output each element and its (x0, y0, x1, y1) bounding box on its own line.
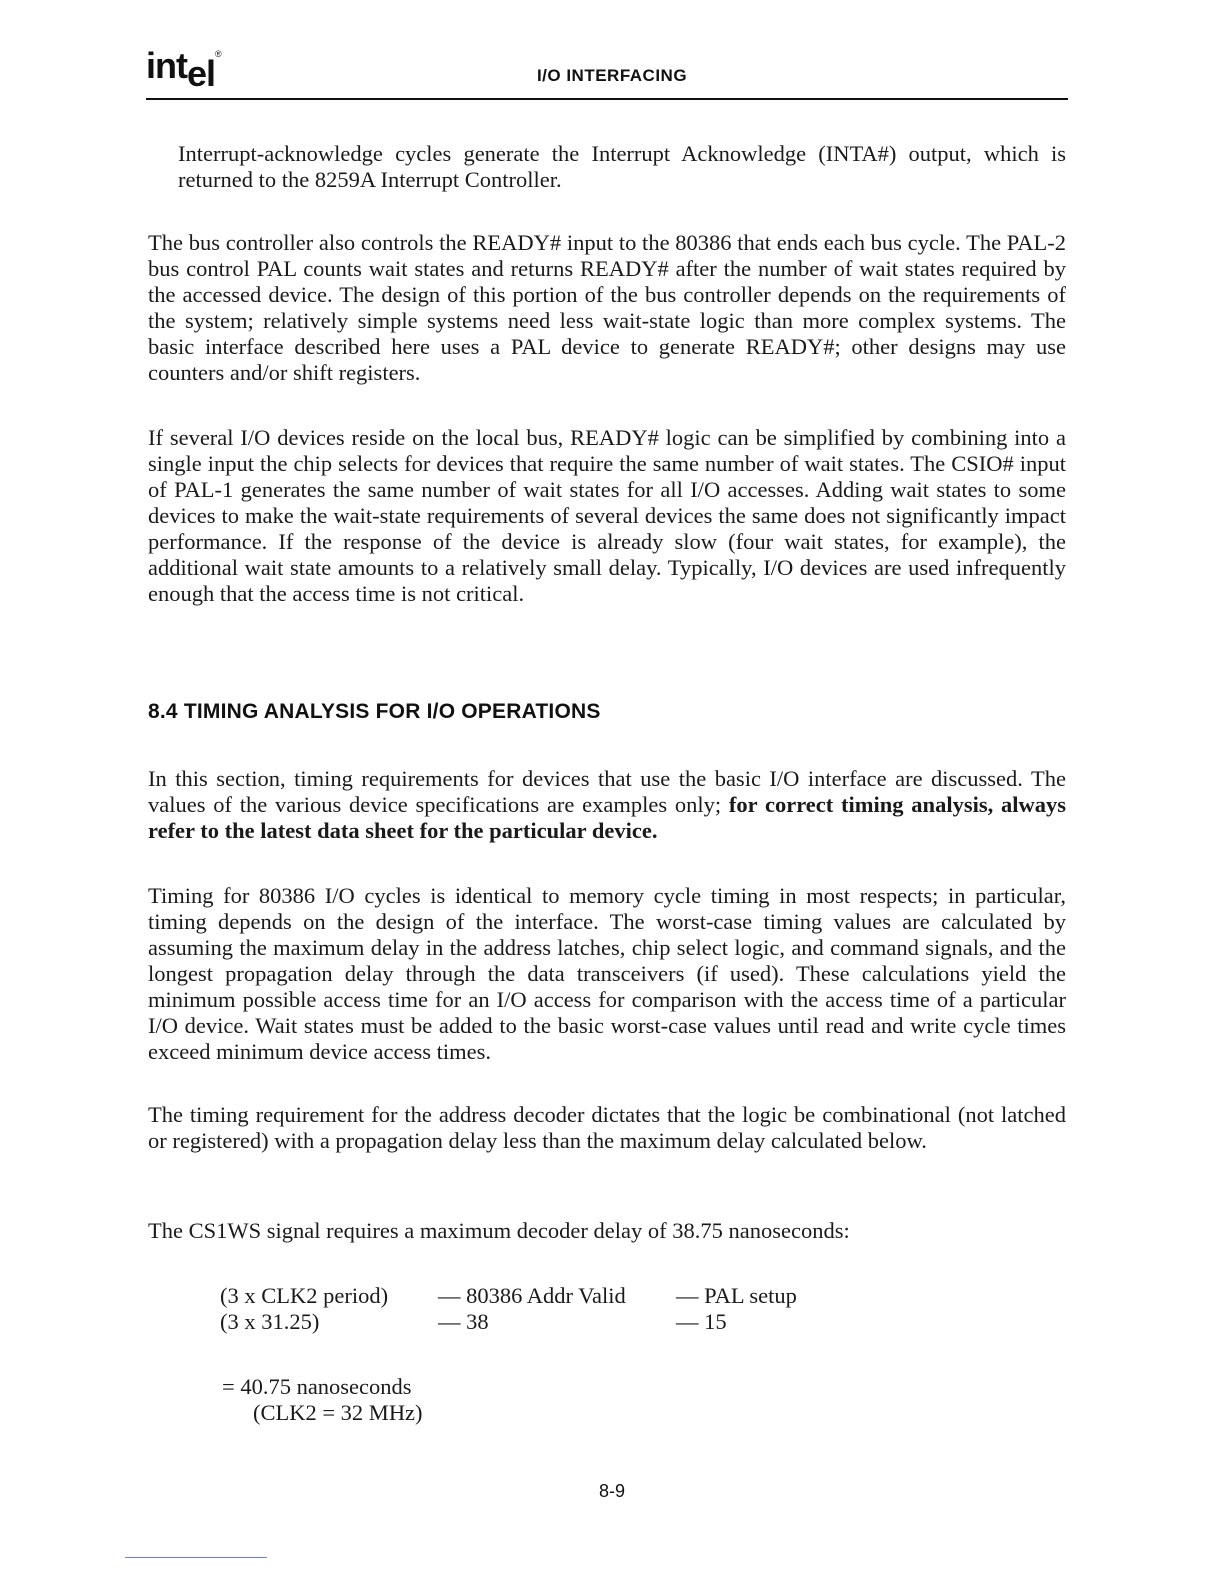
logo-drop-text: el (186, 53, 216, 94)
logo-text: int (146, 45, 187, 86)
paragraph-timing-cycles: Timing for 80386 I/O cycles is identical to memory cycle timing in most respects; in particular, timing depends on the design of the interface. The worst-case timing values are calculated by assuming the maximum delay in the address latches, chip select logic, and command signals, and the longest propagation delay through the data transceivers (if used). These calculations yield the minimum possible access time for an I/O access for comparison with the access time of a particular I/O device. Wait states must be added to the basic worst-case values until read and write cycle times exceed minimum device access times. (148, 883, 1066, 1064)
equation-result: = 40.75 nanoseconds (222, 1374, 412, 1399)
paragraph-timing-intro-emphasis: for correct timing analysis, always refer to the latest data sheet for the particular device. (148, 792, 1066, 843)
equation-term-clk2-period: (3 x CLK2 period) (220, 1283, 389, 1308)
paragraph-timing-intro-text: In this section, timing requirements for devices that use the basic I/O interface are discussed. The values of the various device specifications are examples only; (148, 766, 1066, 817)
equation-term-pal-setup: — PAL setup (676, 1283, 797, 1308)
paragraph-timing-intro (148, 766, 1066, 844)
header-rule (146, 98, 1068, 100)
equation-result-note: (CLK2 = 32 MHz) (253, 1400, 423, 1425)
equation-value-pal-setup: — 15 (676, 1309, 727, 1334)
equation-value-addr-valid: — 38 (438, 1309, 489, 1334)
paragraph-cs1ws: The CS1WS signal requires a maximum decoder delay of 38.75 nanoseconds: (148, 1218, 850, 1243)
paragraph-inta: Interrupt-acknowledge cycles generate the Interrupt Acknowledge (INTA#) output, which is returned to the 8259A Interrupt Controller. (178, 141, 1066, 192)
footer-rule (125, 1557, 267, 1558)
logo-registered-mark: ® (215, 49, 221, 59)
page-number: 8-9 (598, 1481, 625, 1501)
running-title: I/O INTERFACING (536, 66, 688, 85)
paragraph-ready-logic: If several I/O devices reside on the local bus, READY# logic can be simplified by combining into a single input the chip selects for devices that require the same number of wait states. The CSIO# input of PAL-1 generates the same number of wait states for all I/O accesses. Adding wait states to some devices to make the wait-state requirements of several devices the same does not significantly impact performance. If the response of the device is already slow (four wait states, for example), the additional wait state amounts to a relatively small delay. Typically, I/O devices are used infrequently enough that the access time is not critical. (148, 425, 1066, 606)
section-heading: 8.4 TIMING ANALYSIS FOR I/O OPERATIONS (148, 700, 601, 723)
paragraph-address-decoder: The timing requirement for the address decoder dictates that the logic be combinational (not latched or registered) with a propagation delay less than the maximum delay calculated below. (148, 1102, 1066, 1153)
equation-value-clk2-period: (3 x 31.25) (220, 1309, 320, 1334)
equation-term-addr-valid: — 80386 Addr Valid (438, 1283, 626, 1308)
paragraph-ready-bus-controller: The bus controller also controls the READY# input to the 80386 that ends each bus cycle. The PAL-2 bus control PAL counts wait states and returns READY# after the number of wait states required by the accessed device. The design of this portion of the bus controller depends on the requirements of the system; relatively simple systems need less wait-state logic than more complex systems. The basic interface described here uses a PAL device to generate READY#; other designs may use counters and/or shift registers. (148, 230, 1066, 385)
